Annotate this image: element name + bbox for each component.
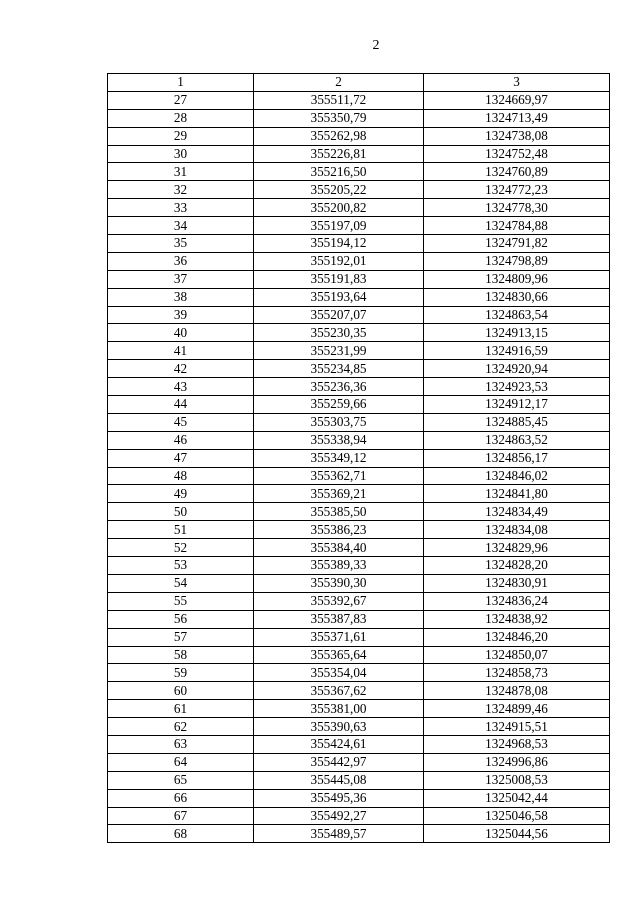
point-number-cell: 47 <box>108 449 254 467</box>
table-row <box>108 700 610 718</box>
table-row <box>108 574 610 592</box>
x-coordinate-cell: 355365,64 <box>254 646 424 664</box>
point-number-cell: 54 <box>108 574 254 592</box>
x-coordinate-cell: 355386,23 <box>254 521 424 539</box>
y-coordinate-cell: 1324841,80 <box>424 485 610 503</box>
x-coordinate-cell: 355371,61 <box>254 628 424 646</box>
x-coordinate-cell: 355200,82 <box>254 199 424 217</box>
point-number-cell: 39 <box>108 306 254 324</box>
point-number-cell: 52 <box>108 539 254 557</box>
point-number-cell: 34 <box>108 217 254 235</box>
x-coordinate-cell: 355193,64 <box>254 288 424 306</box>
table-row <box>108 825 610 843</box>
point-number-cell: 40 <box>108 324 254 342</box>
y-coordinate-cell: 1324899,46 <box>424 700 610 718</box>
coordinates-table <box>107 73 610 843</box>
point-number-cell: 56 <box>108 610 254 628</box>
table-row <box>108 217 610 235</box>
x-coordinate-cell: 355259,66 <box>254 396 424 414</box>
x-coordinate-cell: 355367,62 <box>254 682 424 700</box>
point-number-cell: 48 <box>108 467 254 485</box>
y-coordinate-cell: 1324738,08 <box>424 127 610 145</box>
table-row <box>108 807 610 825</box>
y-coordinate-cell: 1324838,92 <box>424 610 610 628</box>
point-number-cell: 60 <box>108 682 254 700</box>
y-coordinate-cell: 1324836,24 <box>424 592 610 610</box>
x-coordinate-cell: 355236,36 <box>254 378 424 396</box>
y-coordinate-cell: 1324752,48 <box>424 145 610 163</box>
y-coordinate-cell: 1324834,08 <box>424 521 610 539</box>
table-row <box>108 557 610 575</box>
y-coordinate-cell: 1324913,15 <box>424 324 610 342</box>
x-coordinate-cell: 355192,01 <box>254 252 424 270</box>
table-row <box>108 718 610 736</box>
y-coordinate-cell: 1324996,86 <box>424 753 610 771</box>
table-body <box>108 91 610 842</box>
y-coordinate-cell: 1324915,51 <box>424 718 610 736</box>
table-row <box>108 592 610 610</box>
point-number-cell: 58 <box>108 646 254 664</box>
x-coordinate-cell: 355489,57 <box>254 825 424 843</box>
x-coordinate-cell: 355387,83 <box>254 610 424 628</box>
point-number-cell: 63 <box>108 735 254 753</box>
page-number: 2 <box>372 38 380 53</box>
y-coordinate-cell: 1324846,20 <box>424 628 610 646</box>
table-row <box>108 127 610 145</box>
x-coordinate-cell: 355384,40 <box>254 539 424 557</box>
x-coordinate-cell: 355424,61 <box>254 735 424 753</box>
table-row <box>108 235 610 253</box>
point-number-cell: 35 <box>108 235 254 253</box>
x-coordinate-cell: 355392,67 <box>254 592 424 610</box>
y-coordinate-cell: 1325044,56 <box>424 825 610 843</box>
point-number-cell: 32 <box>108 181 254 199</box>
y-coordinate-cell: 1324920,94 <box>424 360 610 378</box>
point-number-cell: 65 <box>108 771 254 789</box>
point-number-cell: 53 <box>108 557 254 575</box>
x-coordinate-cell: 355354,04 <box>254 664 424 682</box>
y-coordinate-cell: 1324850,07 <box>424 646 610 664</box>
x-coordinate-cell: 355262,98 <box>254 127 424 145</box>
y-coordinate-cell: 1324778,30 <box>424 199 610 217</box>
point-number-cell: 28 <box>108 109 254 127</box>
x-coordinate-cell: 355442,97 <box>254 753 424 771</box>
y-coordinate-cell: 1324669,97 <box>424 91 610 109</box>
table-row <box>108 324 610 342</box>
point-number-cell: 29 <box>108 127 254 145</box>
x-coordinate-cell: 355230,35 <box>254 324 424 342</box>
point-number-cell: 50 <box>108 503 254 521</box>
y-coordinate-cell: 1324809,96 <box>424 270 610 288</box>
y-coordinate-cell: 1324923,53 <box>424 378 610 396</box>
point-number-cell: 46 <box>108 431 254 449</box>
table-row <box>108 485 610 503</box>
point-number-cell: 57 <box>108 628 254 646</box>
table-row <box>108 628 610 646</box>
y-coordinate-cell: 1324863,52 <box>424 431 610 449</box>
y-coordinate-cell: 1324968,53 <box>424 735 610 753</box>
x-coordinate-cell: 355194,12 <box>254 235 424 253</box>
table-row <box>108 467 610 485</box>
table-row <box>108 431 610 449</box>
table-row <box>108 413 610 431</box>
y-coordinate-cell: 1325008,53 <box>424 771 610 789</box>
point-number-cell: 36 <box>108 252 254 270</box>
point-number-cell: 37 <box>108 270 254 288</box>
x-coordinate-cell: 355197,09 <box>254 217 424 235</box>
table-row <box>108 539 610 557</box>
y-coordinate-cell: 1324863,54 <box>424 306 610 324</box>
table-row <box>108 646 610 664</box>
point-number-cell: 51 <box>108 521 254 539</box>
column-header: 3 <box>424 74 610 92</box>
x-coordinate-cell: 355349,12 <box>254 449 424 467</box>
table-row <box>108 753 610 771</box>
y-coordinate-cell: 1324713,49 <box>424 109 610 127</box>
table-row <box>108 91 610 109</box>
y-coordinate-cell: 1324858,73 <box>424 664 610 682</box>
x-coordinate-cell: 355226,81 <box>254 145 424 163</box>
x-coordinate-cell: 355303,75 <box>254 413 424 431</box>
point-number-cell: 38 <box>108 288 254 306</box>
table-row <box>108 360 610 378</box>
point-number-cell: 41 <box>108 342 254 360</box>
y-coordinate-cell: 1324784,88 <box>424 217 610 235</box>
column-header: 1 <box>108 74 254 92</box>
y-coordinate-cell: 1324878,08 <box>424 682 610 700</box>
y-coordinate-cell: 1324916,59 <box>424 342 610 360</box>
y-coordinate-cell: 1324830,91 <box>424 574 610 592</box>
point-number-cell: 42 <box>108 360 254 378</box>
y-coordinate-cell: 1324846,02 <box>424 467 610 485</box>
x-coordinate-cell: 355381,00 <box>254 700 424 718</box>
y-coordinate-cell: 1324912,17 <box>424 396 610 414</box>
point-number-cell: 43 <box>108 378 254 396</box>
y-coordinate-cell: 1324772,23 <box>424 181 610 199</box>
point-number-cell: 61 <box>108 700 254 718</box>
y-coordinate-cell: 1324828,20 <box>424 557 610 575</box>
point-number-cell: 27 <box>108 91 254 109</box>
table-row <box>108 378 610 396</box>
x-coordinate-cell: 355369,21 <box>254 485 424 503</box>
x-coordinate-cell: 355385,50 <box>254 503 424 521</box>
y-coordinate-cell: 1325042,44 <box>424 789 610 807</box>
table-row <box>108 270 610 288</box>
table-row <box>108 306 610 324</box>
x-coordinate-cell: 355338,94 <box>254 431 424 449</box>
point-number-cell: 66 <box>108 789 254 807</box>
table-row <box>108 181 610 199</box>
point-number-cell: 62 <box>108 718 254 736</box>
x-coordinate-cell: 355511,72 <box>254 91 424 109</box>
table-row <box>108 682 610 700</box>
x-coordinate-cell: 355492,27 <box>254 807 424 825</box>
point-number-cell: 31 <box>108 163 254 181</box>
x-coordinate-cell: 355362,71 <box>254 467 424 485</box>
y-coordinate-cell: 1324829,96 <box>424 539 610 557</box>
table-row <box>108 771 610 789</box>
y-coordinate-cell: 1324791,82 <box>424 235 610 253</box>
x-coordinate-cell: 355389,33 <box>254 557 424 575</box>
table-row <box>108 163 610 181</box>
table-row <box>108 145 610 163</box>
point-number-cell: 44 <box>108 396 254 414</box>
point-number-cell: 55 <box>108 592 254 610</box>
x-coordinate-cell: 355350,79 <box>254 109 424 127</box>
table-row <box>108 664 610 682</box>
table-row <box>108 288 610 306</box>
table-row <box>108 789 610 807</box>
y-coordinate-cell: 1324885,45 <box>424 413 610 431</box>
x-coordinate-cell: 355495,36 <box>254 789 424 807</box>
point-number-cell: 49 <box>108 485 254 503</box>
table-row <box>108 610 610 628</box>
y-coordinate-cell: 1324856,17 <box>424 449 610 467</box>
x-coordinate-cell: 355205,22 <box>254 181 424 199</box>
y-coordinate-cell: 1324834,49 <box>424 503 610 521</box>
x-coordinate-cell: 355390,30 <box>254 574 424 592</box>
y-coordinate-cell: 1324830,66 <box>424 288 610 306</box>
column-header: 2 <box>254 74 424 92</box>
x-coordinate-cell: 355445,08 <box>254 771 424 789</box>
y-coordinate-cell: 1325046,58 <box>424 807 610 825</box>
table-row <box>108 503 610 521</box>
table-row <box>108 521 610 539</box>
point-number-cell: 59 <box>108 664 254 682</box>
table-row <box>108 252 610 270</box>
table-row <box>108 109 610 127</box>
y-coordinate-cell: 1324798,89 <box>424 252 610 270</box>
point-number-cell: 45 <box>108 413 254 431</box>
table-row <box>108 199 610 217</box>
table-row <box>108 449 610 467</box>
x-coordinate-cell: 355231,99 <box>254 342 424 360</box>
table-row <box>108 342 610 360</box>
point-number-cell: 30 <box>108 145 254 163</box>
x-coordinate-cell: 355216,50 <box>254 163 424 181</box>
point-number-cell: 67 <box>108 807 254 825</box>
y-coordinate-cell: 1324760,89 <box>424 163 610 181</box>
point-number-cell: 64 <box>108 753 254 771</box>
table-row <box>108 396 610 414</box>
x-coordinate-cell: 355207,07 <box>254 306 424 324</box>
x-coordinate-cell: 355234,85 <box>254 360 424 378</box>
point-number-cell: 33 <box>108 199 254 217</box>
point-number-cell: 68 <box>108 825 254 843</box>
table-row <box>108 735 610 753</box>
table-header-row <box>108 74 610 92</box>
x-coordinate-cell: 355191,83 <box>254 270 424 288</box>
x-coordinate-cell: 355390,63 <box>254 718 424 736</box>
